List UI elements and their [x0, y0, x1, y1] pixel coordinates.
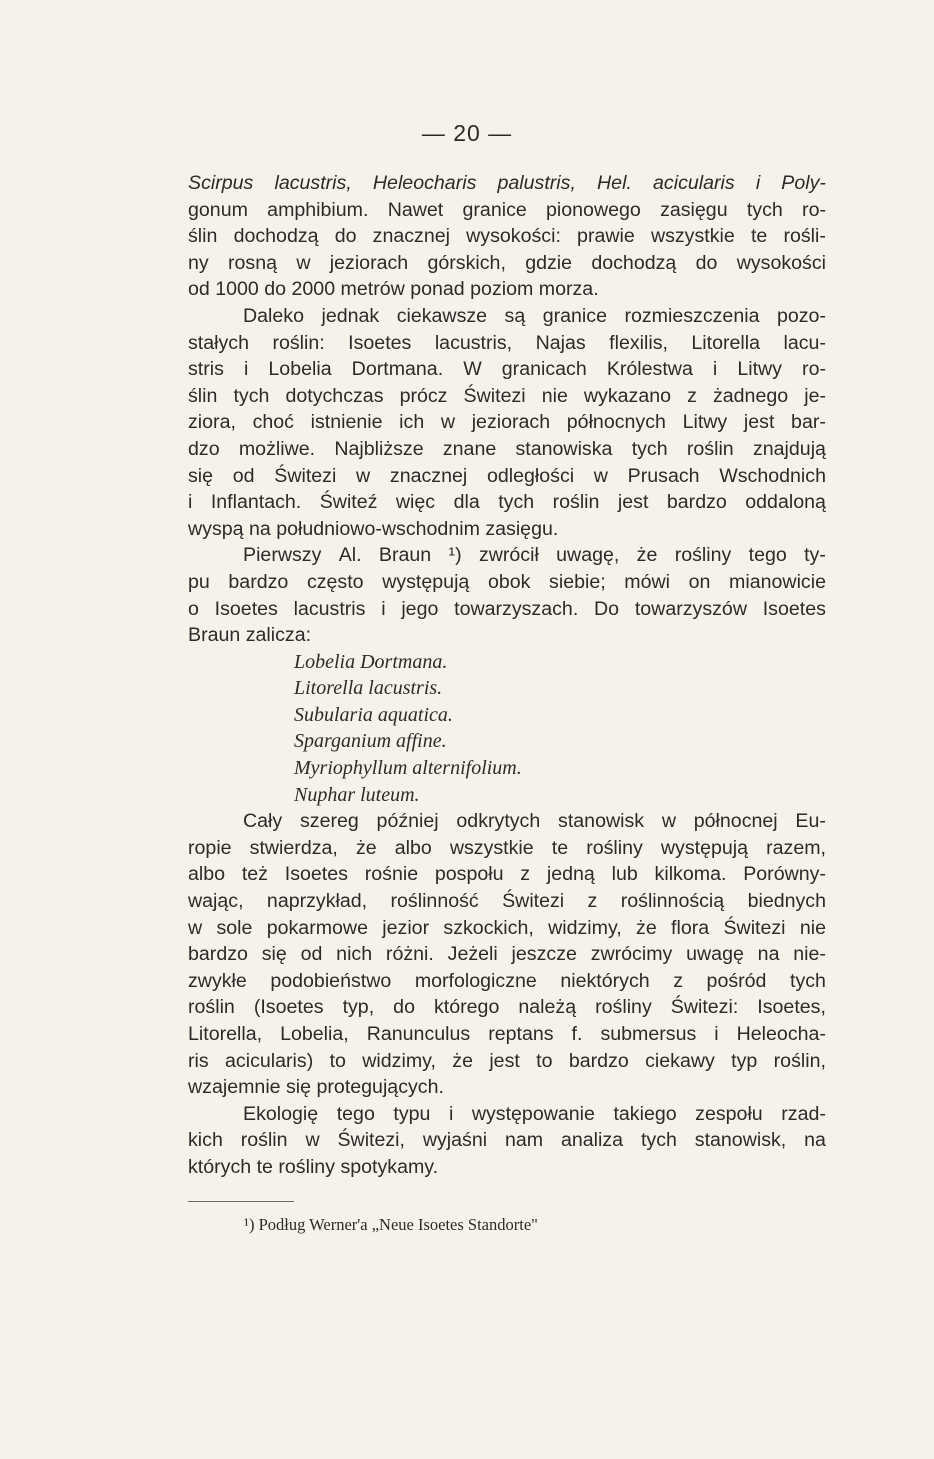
- text-line: [188, 383, 826, 410]
- word: dotychczas: [285, 384, 384, 407]
- footnote-divider: [188, 1201, 294, 1202]
- word: północnych: [566, 411, 666, 434]
- word: są: [504, 304, 526, 327]
- word: i: [448, 1102, 454, 1125]
- word: mianowicie: [729, 570, 826, 593]
- word: prócz: [399, 384, 448, 407]
- word: ziora,: [188, 411, 236, 434]
- word: wając,: [188, 890, 244, 913]
- word: się: [261, 943, 287, 966]
- species-name: Litorella lacustris.: [294, 677, 443, 700]
- word: albo: [394, 836, 432, 859]
- word: Dortmana.: [351, 358, 444, 381]
- word: nie: [799, 916, 826, 939]
- word: rośnie: [364, 863, 419, 886]
- text-line: [188, 1154, 826, 1181]
- word: i: [714, 1023, 719, 1045]
- text-line: [188, 170, 826, 197]
- word: tego: [748, 544, 787, 567]
- text-line: [188, 888, 826, 915]
- species-list-item: [188, 728, 826, 755]
- text-line: [188, 569, 826, 596]
- word: acicularis: [653, 172, 735, 194]
- word: ro-: [802, 358, 826, 381]
- word: Poly-: [781, 172, 826, 194]
- word: rzad-: [781, 1102, 826, 1125]
- word: znacznej: [389, 464, 468, 487]
- word: Najas: [535, 331, 586, 354]
- word: jeszcze: [511, 943, 577, 966]
- word: do: [695, 251, 718, 274]
- word: Królestwa: [606, 358, 693, 381]
- word: z: [673, 969, 683, 992]
- word: Lobelia,: [280, 1023, 349, 1045]
- word: i: [381, 597, 386, 620]
- word: należą: [518, 996, 577, 1019]
- word: prawie: [577, 225, 635, 248]
- text-line: [188, 1074, 826, 1101]
- text-line: [188, 596, 826, 623]
- word: razem,: [766, 836, 826, 859]
- word: Pierwszy: [243, 544, 322, 567]
- word: lacustris,: [434, 331, 513, 354]
- word: zespołu: [695, 1102, 763, 1125]
- word: (Isoetes: [253, 996, 324, 1019]
- word: Litwy: [737, 358, 782, 381]
- text-line: [188, 330, 826, 357]
- word: mówi: [624, 570, 671, 593]
- word: wykazano: [583, 384, 672, 407]
- word: typ: [731, 1049, 758, 1072]
- text-line: [188, 463, 826, 490]
- word: więc: [395, 491, 436, 514]
- word: od: [232, 464, 255, 487]
- word: Braun: [378, 544, 432, 567]
- word: Daleko: [243, 304, 304, 327]
- word: często: [306, 570, 364, 593]
- word: jezior: [382, 916, 430, 939]
- species-list-item: [188, 755, 826, 782]
- word: lacustris,: [274, 172, 352, 194]
- word: ny: [188, 251, 209, 274]
- word: w: [305, 1129, 320, 1152]
- word: Isoetes: [762, 597, 826, 620]
- word: stanowiska: [515, 437, 613, 460]
- word: stanowisk,: [694, 1129, 787, 1152]
- word: ro-: [802, 198, 826, 221]
- word: w: [661, 810, 676, 833]
- word: Porówny-: [743, 863, 826, 886]
- word: istnienie: [310, 411, 383, 434]
- word: to: [329, 1049, 346, 1072]
- word: występują: [660, 836, 749, 859]
- text-line: [188, 835, 826, 862]
- word: że: [636, 544, 658, 567]
- word: ciekawy: [645, 1049, 715, 1072]
- word: z: [587, 890, 598, 913]
- word: choć: [252, 411, 294, 434]
- word: roślin: [552, 491, 600, 514]
- word: w: [440, 411, 456, 434]
- word: odkrytych: [456, 810, 541, 833]
- word: roślinność: [390, 890, 479, 913]
- text-line: [188, 622, 826, 649]
- word: roślin: [686, 437, 734, 460]
- word: pospołu: [434, 863, 504, 886]
- word: tych: [790, 969, 826, 992]
- word: stanowisk: [558, 810, 645, 833]
- word: w: [188, 916, 203, 939]
- text-line: [188, 276, 826, 303]
- word: północnej: [693, 810, 778, 833]
- word: od: [300, 943, 323, 966]
- word: pośród: [706, 969, 767, 992]
- word: Hel.: [597, 172, 632, 194]
- word: szkockich,: [443, 916, 534, 939]
- word: palustris,: [497, 172, 576, 194]
- word: tych: [746, 198, 783, 221]
- word: lacustris: [293, 597, 366, 620]
- word: pokarmowe: [266, 916, 368, 939]
- word: znacznej: [372, 225, 450, 248]
- word: Najbliższe: [334, 437, 424, 460]
- page-number: — 20 —: [421, 120, 513, 146]
- word: i: [243, 358, 249, 381]
- word: w: [356, 464, 371, 487]
- word: dochodzą: [591, 251, 677, 274]
- text-line: [188, 542, 826, 569]
- word: nie: [541, 384, 568, 407]
- word: sole: [216, 916, 253, 939]
- word: ropie: [188, 836, 232, 859]
- word: roślin: [240, 1129, 288, 1152]
- word: kilkoma.: [654, 863, 727, 886]
- word: jedną: [546, 863, 595, 886]
- word: kich: [188, 1129, 223, 1152]
- word: W: [463, 358, 482, 381]
- word: Scirpus: [188, 172, 254, 194]
- word: występowanie: [471, 1102, 595, 1125]
- text-line: [188, 356, 826, 383]
- word: amphibium.: [267, 198, 369, 221]
- word: takiego: [613, 1102, 677, 1125]
- text-line: [188, 968, 826, 995]
- word: jeziorach: [329, 251, 409, 274]
- word: to: [536, 1049, 553, 1072]
- word: granice: [542, 304, 607, 327]
- word: tych: [498, 491, 535, 514]
- word: żadnego: [712, 384, 789, 407]
- word: gdzie: [525, 251, 573, 274]
- word: zwykłe: [188, 969, 247, 992]
- word: submersus: [600, 1023, 697, 1045]
- word: dochodzą: [233, 225, 319, 248]
- body-text: [188, 170, 826, 1181]
- text-line: [188, 1021, 826, 1048]
- word: odległości: [486, 464, 575, 487]
- word: z: [687, 384, 697, 407]
- word: bardzo: [666, 491, 727, 514]
- word: wszystkie: [650, 225, 735, 248]
- word: granice: [462, 198, 527, 221]
- word: Świtezi:: [670, 996, 739, 1019]
- word: rosną: [228, 251, 278, 274]
- text-line: [188, 436, 826, 463]
- word: biednych: [747, 890, 826, 913]
- word: szereg: [299, 810, 359, 833]
- word: towarzyszów: [634, 597, 747, 620]
- text-line: [188, 1101, 826, 1128]
- species-name: Nuphar luteum.: [294, 783, 420, 806]
- word: typu: [393, 1102, 431, 1125]
- word: podobieństwo: [270, 969, 392, 992]
- word: roślinnością: [620, 890, 725, 913]
- word: naprzykład,: [266, 890, 368, 913]
- text-line: [188, 941, 826, 968]
- word: stwierdza,: [249, 836, 338, 859]
- word: którego: [433, 996, 500, 1019]
- word: ty-: [804, 544, 826, 567]
- word: Wschodnich: [719, 464, 826, 487]
- word: oddaloną: [745, 491, 826, 514]
- word: wszystkie: [449, 836, 534, 859]
- species-name: Subularia aquatica.: [294, 703, 453, 726]
- word: roślin:: [272, 331, 325, 354]
- species-list-item: [188, 675, 826, 702]
- word: gonum: [188, 198, 248, 221]
- species-list-item: [188, 782, 826, 809]
- word: z: [520, 863, 531, 886]
- word: znane: [442, 437, 497, 460]
- word: jeziorach: [471, 411, 551, 434]
- word: zwrócił: [478, 544, 539, 567]
- word: wyjaśni: [422, 1129, 488, 1152]
- text-line: [188, 489, 826, 516]
- word: bardzo: [188, 943, 248, 966]
- word: górskich,: [427, 251, 506, 274]
- text-line: [188, 1127, 826, 1154]
- word: i: [755, 172, 761, 194]
- species-name: Lobelia Dortmana.: [294, 650, 448, 673]
- word: stałych: [188, 331, 249, 354]
- word: Do: [594, 597, 620, 620]
- footnote: ¹) Podług Werner'a „Neue Isoetes Standorte": [244, 1215, 538, 1234]
- species-list-item: [188, 649, 826, 676]
- word: Isoetes: [348, 331, 412, 354]
- species-name: Sparganium affine.: [294, 730, 447, 753]
- word: flexilis,: [609, 331, 668, 354]
- text-line-content: wyspą na południowo-wschodnim zasięgu.: [188, 517, 559, 540]
- text-line: [188, 1048, 826, 1075]
- word: widzimy,: [548, 916, 622, 939]
- text-line-content: wzajemnie się protegujących.: [188, 1076, 444, 1099]
- word: Nawet: [387, 198, 444, 221]
- word: tych: [640, 1129, 677, 1152]
- word: jednak: [321, 304, 380, 327]
- text-line: [188, 861, 826, 888]
- text-line: [188, 994, 826, 1021]
- word: ciekawsze: [396, 304, 488, 327]
- word: wysokości: [736, 251, 826, 274]
- word: towarzyszach.: [454, 597, 579, 620]
- text-line: [188, 250, 826, 277]
- word: Lobelia: [268, 358, 332, 381]
- text-line: [188, 516, 826, 543]
- word: stris: [188, 358, 224, 381]
- word: uwagę: [686, 943, 744, 966]
- word: uwagę,: [556, 544, 620, 567]
- word: ślin: [188, 384, 218, 407]
- word: rośli-: [783, 225, 826, 248]
- word: rośliny: [586, 836, 643, 859]
- word: analiza: [560, 1129, 624, 1152]
- word: siebie;: [549, 570, 606, 593]
- word: Świteź: [319, 491, 378, 514]
- word: na: [804, 1129, 826, 1152]
- word: Świtezi: [723, 916, 786, 939]
- word: ich: [399, 411, 425, 434]
- word: do: [334, 225, 357, 248]
- word: morfologiczne: [414, 969, 537, 992]
- word: Świtezi: [274, 464, 337, 487]
- word: występują: [382, 570, 470, 593]
- word: w: [593, 464, 608, 487]
- word: nie-: [793, 943, 826, 966]
- word: możliwe.: [238, 437, 316, 460]
- word: lub: [611, 863, 638, 886]
- word: Isoetes: [214, 597, 278, 620]
- text-line: [188, 915, 826, 942]
- word: na: [757, 943, 780, 966]
- word: że: [636, 916, 657, 939]
- text-line: [188, 303, 826, 330]
- word: pu: [188, 570, 210, 593]
- word: te: [551, 836, 569, 859]
- text-line-content: od 1000 do 2000 metrów ponad poziom morza.: [188, 278, 599, 301]
- word: roślin: [188, 996, 235, 1019]
- word: nam: [504, 1129, 544, 1152]
- word: i: [712, 358, 718, 381]
- word: widzimy,: [362, 1049, 436, 1072]
- word: Heleocharis: [372, 172, 477, 194]
- word: Litorella,: [188, 1023, 263, 1045]
- word: Świtezi: [502, 890, 565, 913]
- text-line: [188, 223, 826, 250]
- word: obok: [487, 570, 531, 593]
- word: jest: [489, 1049, 520, 1072]
- word: zasięgu: [660, 198, 728, 221]
- word: do: [393, 996, 415, 1019]
- word: albo: [188, 863, 226, 886]
- word: roślin,: [773, 1049, 826, 1072]
- word: je-: [804, 384, 826, 407]
- word: o: [188, 597, 199, 620]
- species-list-item: [188, 702, 826, 729]
- word: też: [241, 863, 268, 886]
- word: on: [688, 570, 711, 593]
- word: nich: [336, 943, 373, 966]
- word: bardzo: [228, 570, 289, 593]
- word: rozmieszczenia: [624, 304, 760, 327]
- word: dla: [453, 491, 480, 514]
- word: dzo: [188, 437, 220, 460]
- word: reptans: [488, 1023, 554, 1045]
- word: granicach: [501, 358, 587, 381]
- word: Al.: [338, 544, 362, 567]
- word: później: [376, 810, 439, 833]
- word: Eu-: [795, 810, 826, 833]
- word: że: [355, 836, 377, 859]
- word: różni.: [385, 943, 434, 966]
- word: flora: [671, 916, 710, 939]
- word: tych: [233, 384, 270, 407]
- word: Litorella: [691, 331, 761, 354]
- species-name: Myriophyllum alternifolium.: [294, 757, 522, 780]
- word: Heleocha-: [736, 1023, 826, 1045]
- word: f.: [571, 1023, 583, 1045]
- word: zwrócimy: [590, 943, 673, 966]
- word: niektórych: [560, 969, 650, 992]
- word: Świtezi: [463, 384, 526, 407]
- word: Ranunculus: [366, 1023, 471, 1045]
- word: ris: [188, 1049, 209, 1072]
- text-line: [188, 197, 826, 224]
- word: jego: [401, 597, 439, 620]
- word: te: [750, 225, 768, 248]
- text-line-content: których te rośliny spotykamy.: [188, 1155, 439, 1178]
- word: acicularis): [225, 1049, 314, 1072]
- word: w: [296, 251, 311, 274]
- word: Prusach: [627, 464, 700, 487]
- word: Isoetes,: [757, 996, 826, 1019]
- word: lacu-: [783, 331, 826, 354]
- word: tego: [336, 1102, 375, 1125]
- text-line-content: Braun zalicza:: [188, 624, 312, 647]
- word: się: [188, 464, 214, 487]
- word: znajdują: [752, 437, 826, 460]
- word: ślin: [188, 225, 218, 248]
- word: bar-: [791, 411, 826, 434]
- word: że: [452, 1049, 473, 1072]
- word: Cały: [243, 810, 283, 833]
- word: bardzo: [568, 1049, 629, 1072]
- word: pionowego: [546, 198, 641, 221]
- word: pozo-: [776, 304, 826, 327]
- word: Inflantach.: [210, 491, 302, 514]
- word: Litwy: [682, 411, 728, 434]
- word: Ekologię: [243, 1102, 319, 1125]
- word: Isoetes: [284, 863, 348, 886]
- text-line: [188, 409, 826, 436]
- text-line: [188, 808, 826, 835]
- word: rośliny: [674, 544, 732, 567]
- word: Jeżeli: [447, 943, 498, 966]
- word: ¹): [448, 544, 462, 567]
- word: tych: [631, 437, 668, 460]
- word: i: [188, 491, 193, 514]
- word: jest: [617, 491, 649, 514]
- word: wysokości:: [466, 225, 561, 248]
- word: typ,: [342, 996, 375, 1019]
- word: jest: [743, 411, 775, 434]
- word: Świtezi,: [337, 1129, 405, 1152]
- word: rośliny: [595, 996, 652, 1019]
